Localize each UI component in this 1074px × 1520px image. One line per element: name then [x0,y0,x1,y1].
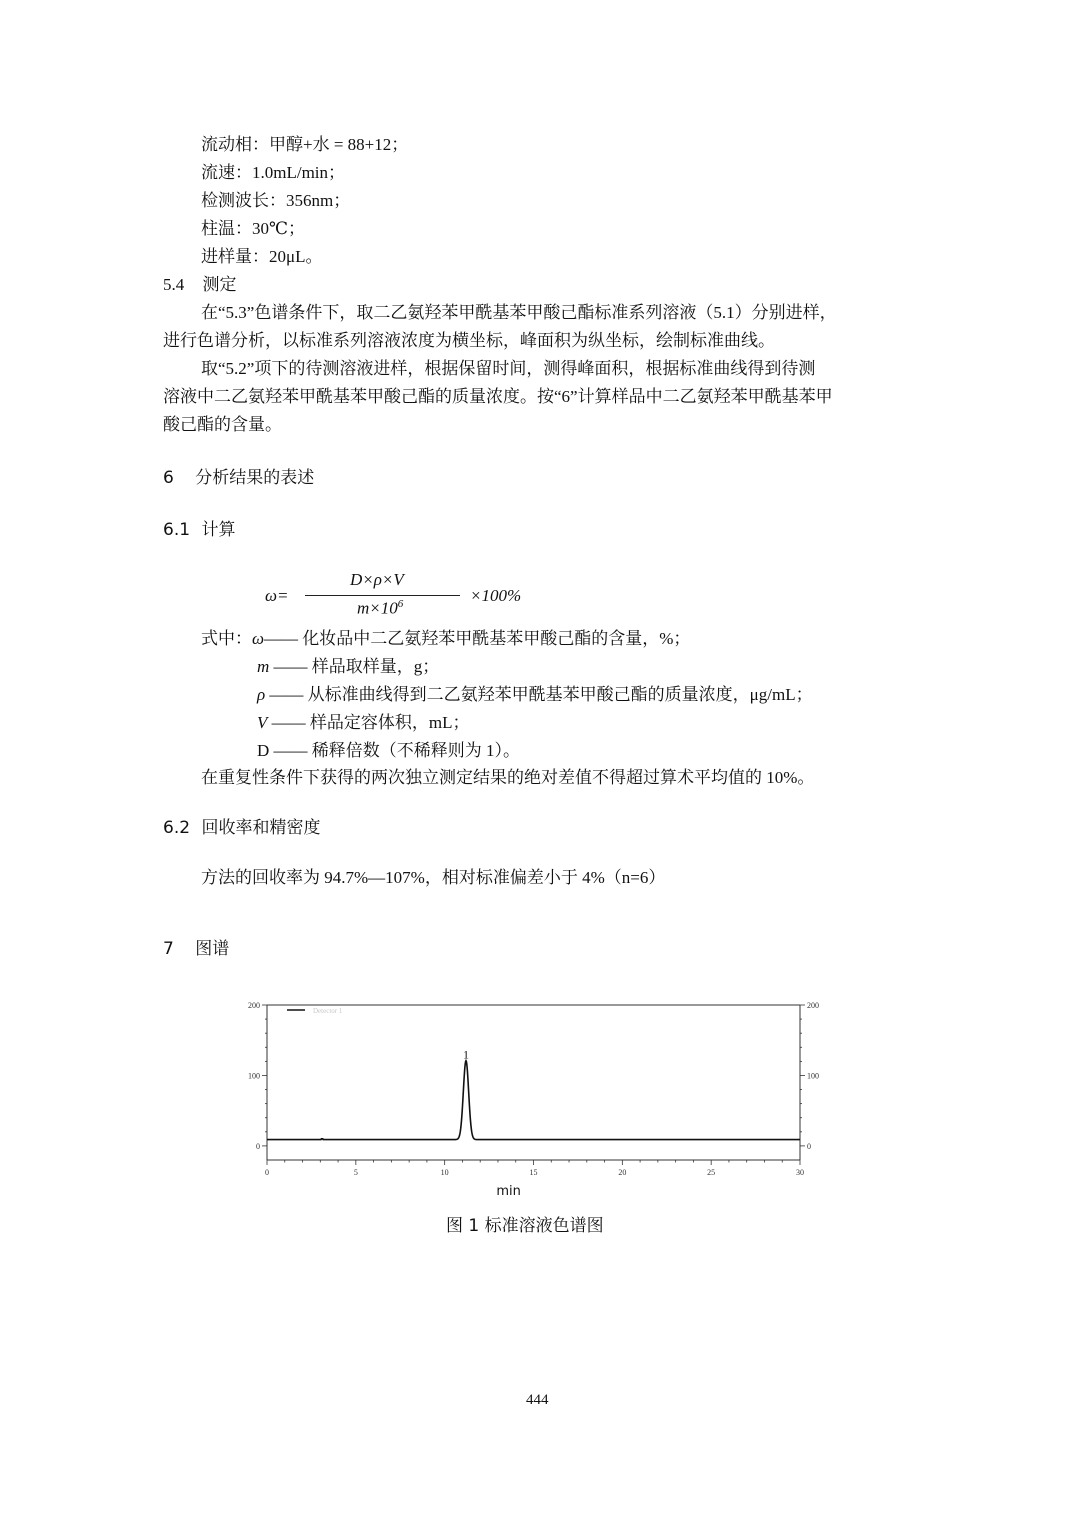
definition-text: 化妆品中二乙氨羟苯甲酰基苯甲酸己酯的含量，%； [298,629,691,648]
formula-lhs: ω= [265,586,289,605]
x-tick-label: 5 [353,1168,358,1177]
definition-symbol: ω [252,629,265,648]
recovery-statement: 方法的回收率为 94.7%—107%，相对标准偏差小于 4%（n=6） [201,868,666,887]
chromatogram-chart [0,990,1074,1210]
definition-m [257,656,439,678]
definition-symbol: D [257,741,270,760]
denominator-base: m×10 [357,598,398,618]
definition-dash: —— [269,741,308,760]
condition-wavelength: 检测波长：356nm； [201,191,351,210]
section-number: 6.2 [163,818,191,838]
definition-rho [257,684,813,706]
repeatability-statement: 在重复性条件下获得的两次独立测定结果的绝对差值不得超过算术平均值的 10%。 [201,768,815,787]
x-axis-title: min [496,1184,521,1199]
definition-text: 样品定容体积，mL； [305,713,470,732]
y-right-tick-label: 200 [807,1001,819,1010]
y-right-tick-label: 0 [807,1141,811,1151]
x-tick-label: 25 [707,1168,716,1177]
formula-denominator [357,598,403,619]
section-title: 回收率和精密度 [201,818,321,838]
section-6-1-heading [163,519,235,541]
x-tick-label: 20 [618,1168,627,1177]
section-6-heading [163,467,314,489]
formula-multiplier: ×100% [470,586,522,605]
legend-label: Detector 1 [313,1007,343,1015]
paragraph-line: 在“5.3”色谱条件下，取二乙氨羟苯甲酰基苯甲酸己酯标准系列溶液（5.1）分别进样， [201,303,837,322]
detector-1-trace [267,1061,800,1140]
peak-label-1: 1 [462,1047,469,1062]
x-tick-label: 15 [529,1168,538,1177]
section-title: 计算 [201,520,236,540]
definition-symbol: V [257,713,268,732]
y-right-tick-label: 100 [807,1071,819,1081]
page-number: 444 [526,1392,549,1408]
section-5-4-heading [163,274,237,296]
x-tick-label: 10 [440,1168,449,1177]
y-left-tick-label: 0 [256,1141,260,1151]
definition-dash: —— [265,685,304,704]
y-left-tick-label: 100 [248,1071,260,1081]
fraction-bar [305,595,460,596]
x-tick-label: 30 [796,1168,804,1177]
definition-text: 稀释倍数（不稀释则为 1）。 [307,741,521,760]
condition-flow-rate: 流速：1.0mL/min； [201,163,346,182]
paragraph-line: 酸己酯的含量。 [163,415,282,434]
section-6-2-heading [163,817,320,839]
definition-symbol: ρ [257,685,266,704]
section-number: 6.1 [163,520,191,540]
definition-dash: —— [267,713,306,732]
section-number: 5.4 [163,275,185,294]
figure-caption: 图 1 标准溶液色谱图 [446,1216,604,1236]
definition-symbol: m [257,657,270,676]
definition-text: 样品取样量，g； [307,657,440,676]
where-label: 式中： [201,629,252,648]
formula [265,568,565,624]
condition-injection-volume: 进样量：20μL。 [201,247,323,266]
paragraph-line: 取“5.2”项下的待测溶液进样，根据保留时间，测得峰面积，根据标准曲线得到待测 [201,359,816,378]
definition-dash: —— [264,629,299,648]
section-title: 测定 [202,275,237,294]
x-tick-label: 0 [265,1168,269,1177]
denominator-exponent: 6 [397,598,404,610]
definition-text: 从标准曲线得到二乙氨羟苯甲酰基苯甲酸己酯的质量浓度，μg/mL； [303,685,813,704]
section-7-heading [163,938,229,960]
paragraph-line: 溶液中二乙氨羟苯甲酰基苯甲酸己酯的质量浓度。按“6”计算样品中二乙氨羟苯甲酰基苯甲 [163,387,833,406]
section-title: 图谱 [195,939,230,959]
y-left-tick-label: 200 [248,1001,260,1010]
condition-mobile-phase: 流动相：甲醇+水 = 88+12； [201,135,409,154]
definition-omega [201,628,690,650]
definition-dash: —— [269,657,308,676]
paragraph-line: 进行色谱分析，以标准系列溶液浓度为横坐标，峰面积为纵坐标，绘制标准曲线。 [163,331,775,350]
formula-numerator: D×ρ×V [350,570,404,589]
section-number: 6 [163,468,174,488]
section-title: 分析结果的表述 [195,468,315,488]
condition-column-temp: 柱温：30℃； [201,219,306,238]
section-number: 7 [163,939,174,959]
definition-d [257,740,520,762]
definition-v [257,712,470,734]
